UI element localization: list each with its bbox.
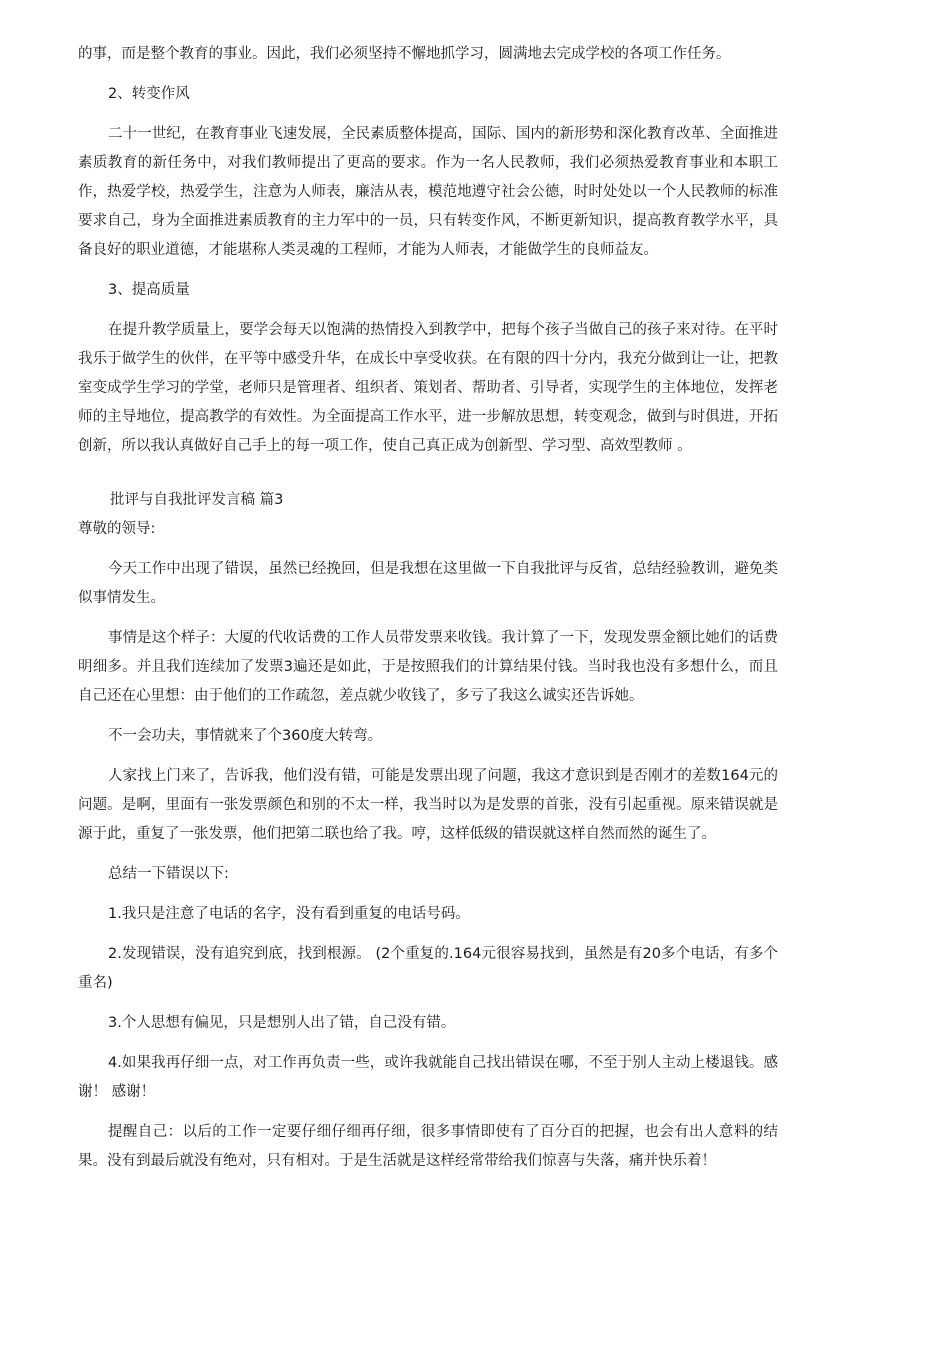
paragraph-turnaround: 不一会功夫，事情就来了个360度大转弯。: [108, 728, 383, 744]
paragraph-continued: 的事，而是整个教育的事业。因此，我们必须坚持不懈地抓学习，圆满地去完成学校的各项工作任务。: [78, 46, 731, 62]
subheading-change-style: 2、转变作风: [108, 86, 190, 102]
paragraph-improve-quality: 在提升教学质量上，要学会每天以饱满的热情投入到教学中，把每个孩子当做自己的孩子来对待。在平时我乐于做学生的伙伴，在平等中感受升华，在成长中享受收获。在有限的四十分内，我充分做到让一让，把教室变成学生学习的学堂，老师只是管理者、组织者、策划者、帮助者、引导者，实现学生的主体地位，发挥老师的主导地位，提高教学的有效性。为全面提高工作水平，进一步解放思想，转变观念，做到与时俱进，开拓创新，所以我认真做好自己手上的每一项工作，使自己真正成为创新型、学习型、高效型教师 。: [78, 322, 778, 454]
paragraph-summary-lead: 总结一下错误以下:: [108, 866, 229, 882]
document-body: [78, 40, 778, 1176]
section-title: 批评与自我批评发言稿 篇3: [110, 492, 284, 508]
subheading-improve-quality: 3、提高质量: [108, 282, 190, 298]
salutation: 尊敬的领导:: [78, 521, 156, 537]
list-item-3: 3.个人思想有偏见，只是想别人出了错，自己没有错。: [108, 1015, 456, 1031]
paragraph-incident: 事情是这个样子：大厦的代收话费的工作人员带发票来收钱。我计算了一下，发现发票金额比她们的话费明细多。并且我们连续加了发票3遍还是如此，于是按照我们的计算结果付钱。当时我也没有多想什么，而且自己还在心里想：由于他们的工作疏忽，差点就少收钱了，多亏了我这么诚实还告诉她。: [78, 630, 778, 704]
paragraph-reminder: 提醒自己：以后的工作一定要仔细仔细再仔细，很多事情即使有了百分百的把握，也会有出人意料的结果。没有到最后就没有绝对，只有相对。于是生活就是这样经常带给我们惊喜与失落，痛并快乐着！: [78, 1124, 778, 1169]
paragraph-discovery: 人家找上门来了，告诉我，他们没有错，可能是发票出现了问题，我这才意识到是否刚才的差数164元的问题。是啊，里面有一张发票颜色和别的不太一样，我当时以为是发票的首张，没有引起重视。原来错误就是源于此，重复了一张发票，他们把第二联也给了我。哼，这样低级的错误就这样自然而然的诞生了。: [78, 768, 778, 842]
list-item-2: 2.发现错误，没有追究到底，找到根源。 (2个重复的.164元很容易找到，虽然是有20多个电话，有多个重名): [78, 946, 778, 991]
paragraph-change-style: 二十一世纪，在教育事业飞速发展，全民素质整体提高，国际、国内的新形势和深化教育改革、全面推进素质教育的新任务中，对我们教师提出了更高的要求。作为一名人民教师，我们必须热爱教育事业和本职工作，热爱学校，热爱学生，注意为人师表，廉洁从表，模范地遵守社会公德，时时处处以一个人民教师的标准要求自己，身为全面推进素质教育的主力军中的一员，只有转变作风，不断更新知识，提高教育教学水平，具备良好的职业道德，才能堪称人类灵魂的工程师，才能为人师表，才能做学生的良师益友。: [78, 126, 778, 258]
list-item-4: 4.如果我再仔细一点，对工作再负责一些，或许我就能自己找出错误在哪，不至于别人主动上楼退钱。感谢！ 感谢！: [78, 1055, 778, 1100]
paragraph-intro: 今天工作中出现了错误，虽然已经挽回，但是我想在这里做一下自我批评与反省，总结经验教训，避免类似事情发生。: [78, 561, 778, 606]
list-item-1: 1.我只是注意了电话的名字，没有看到重复的电话号码。: [108, 906, 470, 922]
